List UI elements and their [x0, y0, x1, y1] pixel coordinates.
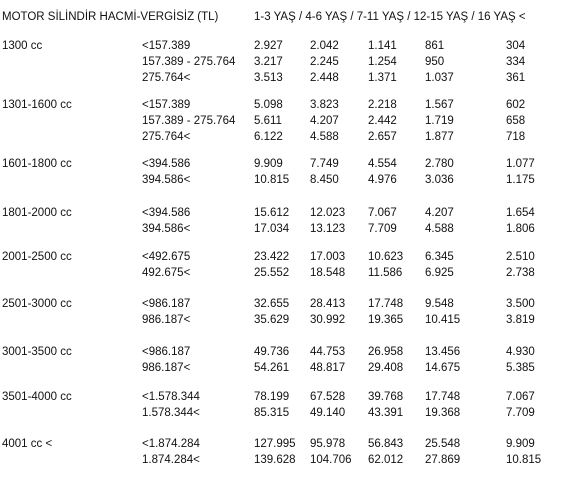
tax-age-12-15: 861 [425, 40, 445, 52]
tax-age-7-11: 17.748 [368, 298, 404, 310]
engine-group [0, 156, 562, 188]
engine-group [0, 389, 562, 421]
tax-age-4-6: 67.528 [310, 391, 346, 403]
price-band: 275.764< [142, 131, 191, 143]
table-row [0, 436, 562, 452]
tax-age-1-3: 25.552 [254, 267, 290, 279]
tax-age-1-3: 49.736 [254, 346, 290, 358]
price-band: 275.764< [142, 72, 191, 84]
tax-age-16-plus: 334 [506, 56, 526, 68]
tax-age-16-plus: 1.077 [506, 158, 535, 170]
tax-age-16-plus: 361 [506, 72, 526, 84]
engine-group [0, 296, 562, 328]
tax-age-1-3: 3.217 [254, 56, 283, 68]
table-row [0, 156, 562, 172]
price-band: <1.578.344 [142, 391, 200, 403]
tax-age-1-3: 85.315 [254, 407, 290, 419]
tax-age-4-6: 95.978 [310, 438, 346, 450]
tax-age-7-11: 19.365 [368, 314, 404, 326]
engine-volume-label: 2001-2500 cc [2, 251, 72, 263]
engine-volume-label: 1601-1800 cc [2, 158, 72, 170]
tax-age-1-3: 15.612 [254, 207, 290, 219]
tax-age-16-plus: 4.930 [506, 346, 535, 358]
table-row [0, 249, 562, 265]
engine-group [0, 436, 562, 468]
tax-age-16-plus: 658 [506, 115, 526, 127]
tax-age-16-plus: 1.654 [506, 207, 535, 219]
tax-age-12-15: 4.588 [425, 223, 454, 235]
tax-age-4-6: 8.450 [310, 174, 339, 186]
tax-age-7-11: 1.371 [368, 72, 397, 84]
tax-age-1-3: 9.909 [254, 158, 283, 170]
tax-age-16-plus: 1.806 [506, 223, 535, 235]
table-row [0, 344, 562, 360]
table-row [0, 205, 562, 221]
tax-age-4-6: 30.992 [310, 314, 346, 326]
tax-age-1-3: 139.628 [254, 454, 296, 466]
tax-age-12-15: 6.925 [425, 267, 454, 279]
tax-age-1-3: 6.122 [254, 131, 283, 143]
tax-age-4-6: 28.413 [310, 298, 346, 310]
table-row [0, 172, 562, 188]
engine-volume-label: 3501-4000 cc [2, 391, 72, 403]
table-row [0, 265, 562, 281]
tax-age-16-plus: 2.510 [506, 251, 535, 263]
tax-age-1-3: 5.098 [254, 99, 283, 111]
engine-group [0, 249, 562, 281]
tax-age-12-15: 14.675 [425, 362, 461, 374]
tax-age-16-plus: 7.067 [506, 391, 535, 403]
tax-age-16-plus: 2.738 [506, 267, 535, 279]
tax-age-7-11: 39.768 [368, 391, 404, 403]
tax-age-1-3: 2.927 [254, 40, 283, 52]
tax-age-1-3: 17.034 [254, 223, 290, 235]
tax-age-7-11: 62.012 [368, 454, 404, 466]
tax-age-12-15: 17.748 [425, 391, 461, 403]
price-band: <1.874.284 [142, 438, 200, 450]
price-band: 394.586< [142, 174, 191, 186]
tax-age-4-6: 48.817 [310, 362, 346, 374]
tax-age-12-15: 1.037 [425, 72, 454, 84]
engine-group [0, 344, 562, 376]
tax-age-4-6: 18.548 [310, 267, 346, 279]
table-row [0, 38, 562, 54]
tax-age-12-15: 1.719 [425, 115, 454, 127]
tax-age-16-plus: 718 [506, 131, 526, 143]
tax-age-7-11: 43.391 [368, 407, 404, 419]
tax-age-12-15: 950 [425, 56, 445, 68]
table-row [0, 113, 562, 129]
tax-age-7-11: 2.657 [368, 131, 397, 143]
tax-age-4-6: 7.749 [310, 158, 339, 170]
price-band: 157.389 - 275.764 [142, 115, 236, 127]
price-band: <394.586 [142, 158, 191, 170]
engine-volume-label: 3001-3500 cc [2, 346, 72, 358]
engine-volume-label: 4001 cc < [2, 438, 53, 450]
engine-group [0, 205, 562, 237]
tax-age-1-3: 35.629 [254, 314, 290, 326]
engine-group [0, 97, 562, 145]
tax-age-12-15: 1.567 [425, 99, 454, 111]
price-band: 394.586< [142, 223, 191, 235]
table-row [0, 97, 562, 113]
engine-volume-label: 1300 cc [2, 40, 43, 52]
header-age-bands-label: 1-3 YAŞ / 4-6 YAŞ / 7-11 YAŞ / 12-15 YAŞ / 16 YAŞ < [254, 11, 526, 23]
price-band: <986.187 [142, 346, 191, 358]
table-row [0, 389, 562, 405]
tax-age-12-15: 4.207 [425, 207, 454, 219]
tax-age-7-11: 7.709 [368, 223, 397, 235]
tax-age-16-plus: 304 [506, 40, 526, 52]
tax-age-4-6: 4.207 [310, 115, 339, 127]
tax-age-4-6: 49.140 [310, 407, 346, 419]
price-band: <394.586 [142, 207, 191, 219]
engine-volume-label: 2501-3000 cc [2, 298, 72, 310]
price-band: 1.874.284< [142, 454, 200, 466]
table-row [0, 70, 562, 86]
tax-age-1-3: 32.655 [254, 298, 290, 310]
tax-age-1-3: 54.261 [254, 362, 290, 374]
tax-age-1-3: 5.611 [254, 115, 282, 127]
table-row [0, 360, 562, 376]
table-row [0, 405, 562, 421]
table-row [0, 312, 562, 328]
tax-age-7-11: 26.958 [368, 346, 404, 358]
price-band: <157.389 [142, 99, 191, 111]
tax-age-12-15: 10.415 [425, 314, 461, 326]
tax-age-7-11: 4.976 [368, 174, 397, 186]
price-band: 492.675< [142, 267, 191, 279]
tax-age-16-plus: 1.175 [506, 174, 535, 186]
table-row [0, 296, 562, 312]
tax-age-7-11: 56.843 [368, 438, 404, 450]
price-band: 157.389 - 275.764 [142, 56, 236, 68]
tax-age-16-plus: 10.815 [506, 454, 542, 466]
tax-age-16-plus: 602 [506, 99, 526, 111]
tax-age-7-11: 10.623 [368, 251, 404, 263]
table-row [0, 452, 562, 468]
tax-age-7-11: 29.408 [368, 362, 404, 374]
tax-age-12-15: 19.368 [425, 407, 461, 419]
engine-volume-label: 1801-2000 cc [2, 207, 72, 219]
tax-age-16-plus: 3.500 [506, 298, 535, 310]
tax-age-4-6: 13.123 [310, 223, 346, 235]
tax-age-7-11: 7.067 [368, 207, 397, 219]
tax-age-12-15: 2.780 [425, 158, 454, 170]
tax-age-12-15: 27.869 [425, 454, 461, 466]
tax-age-4-6: 2.042 [310, 40, 339, 52]
tax-age-7-11: 1.254 [368, 56, 397, 68]
engine-group [0, 38, 562, 86]
tax-age-12-15: 25.548 [425, 438, 461, 450]
price-band: <157.389 [142, 40, 191, 52]
tax-age-4-6: 2.448 [310, 72, 339, 84]
tax-age-12-15: 13.456 [425, 346, 461, 358]
tax-age-4-6: 44.753 [310, 346, 346, 358]
tax-age-12-15: 9.548 [425, 298, 454, 310]
tax-age-1-3: 127.995 [254, 438, 296, 450]
table-row [0, 129, 562, 145]
tax-age-16-plus: 3.819 [506, 314, 535, 326]
tax-age-4-6: 3.823 [310, 99, 339, 111]
tax-age-7-11: 1.141 [368, 40, 397, 52]
price-band: 986.187< [142, 314, 191, 326]
tax-age-4-6: 104.706 [310, 454, 352, 466]
tax-age-16-plus: 7.709 [506, 407, 535, 419]
table-row [0, 54, 562, 70]
tax-age-1-3: 23.422 [254, 251, 290, 263]
price-band: <492.675 [142, 251, 191, 263]
tax-age-16-plus: 5.385 [506, 362, 535, 374]
tax-age-4-6: 17.003 [310, 251, 346, 263]
tax-age-1-3: 78.199 [254, 391, 290, 403]
tax-age-16-plus: 9.909 [506, 438, 535, 450]
tax-age-12-15: 6.345 [425, 251, 454, 263]
tax-age-7-11: 2.442 [368, 115, 397, 127]
price-band: 986.187< [142, 362, 191, 374]
header-engine-volume-label: MOTOR SİLİNDİR HACMİ-VERGİSİZ (TL) [2, 11, 219, 23]
tax-age-12-15: 1.877 [425, 131, 454, 143]
engine-volume-label: 1301-1600 cc [2, 99, 72, 111]
tax-age-12-15: 3.036 [425, 174, 454, 186]
tax-age-7-11: 4.554 [368, 158, 397, 170]
price-band: 1.578.344< [142, 407, 200, 419]
table-row [0, 221, 562, 237]
tax-age-7-11: 2.218 [368, 99, 397, 111]
tax-age-1-3: 3.513 [254, 72, 283, 84]
tax-age-1-3: 10.815 [254, 174, 290, 186]
tax-age-4-6: 12.023 [310, 207, 346, 219]
tax-age-7-11: 11.586 [368, 267, 403, 279]
tax-age-4-6: 2.245 [310, 56, 339, 68]
tax-age-4-6: 4.588 [310, 131, 339, 143]
price-band: <986.187 [142, 298, 191, 310]
